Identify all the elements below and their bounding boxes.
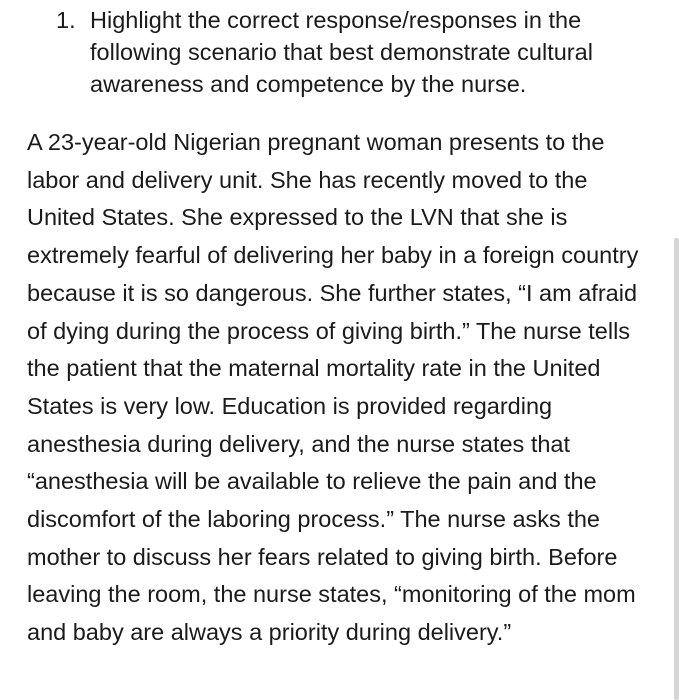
question-text: Highlight the correct response/responses in the following scenario that best demonstrate cultural awareness and competence by the nurse.	[90, 7, 593, 97]
question-item	[56, 4, 656, 100]
scrollbar[interactable]	[674, 238, 679, 700]
question-number: 1.	[56, 7, 76, 33]
scenario-passage[interactable]: A 23-year-old Nigerian pregnant woman presents to the labor and delivery unit. She has recently moved to the United States. She expressed to the LVN that she is extremely fearful of delivering her baby in a foreign country because it is so dangerous. She further states, “I am afraid of dying during the process of giving birth.” The nurse tells the patient that the maternal mortality rate in the United States is very low. Education is provided regarding anesthesia during delivery, and the nurse states that “anesthesia will be available to relieve the pain and the discomfort of the laboring process.” The nurse asks the mother to discuss her fears related to giving birth. Before leaving the room, the nurse states, “monitoring of the mom and baby are always a priority during delivery.”	[27, 129, 639, 646]
